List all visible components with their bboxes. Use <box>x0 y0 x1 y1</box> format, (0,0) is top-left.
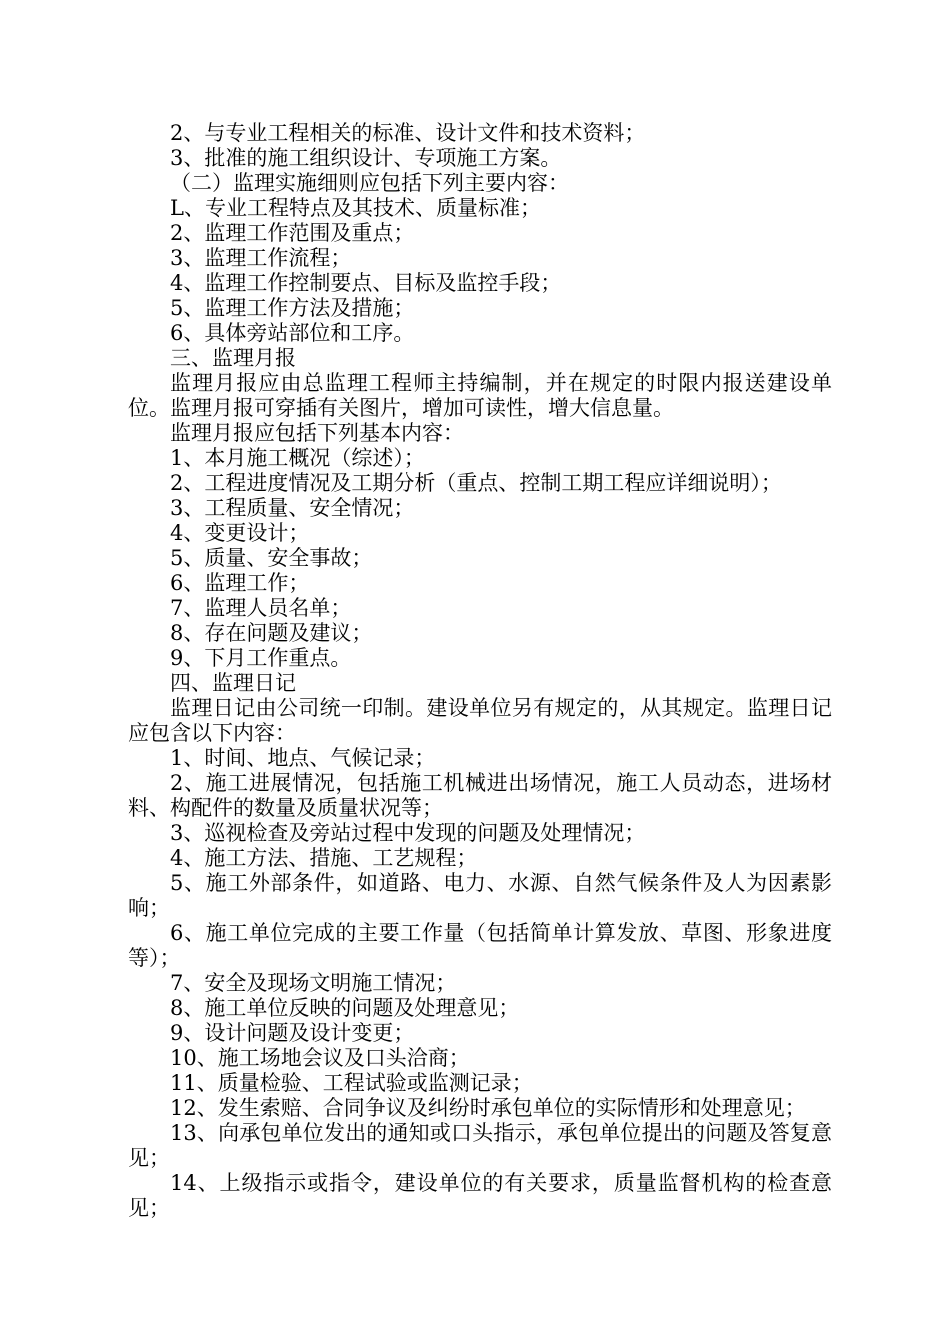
list-item: 5、监理工作方法及措施； <box>170 296 415 320</box>
list-item: 3、监理工作流程； <box>170 246 352 270</box>
list-item: 2、施工进展情况，包括施工机械进出场情况，施工人员动态，进场材料、构配件的数量及质量状况等； <box>128 771 832 820</box>
list-item: 7、安全及现场文明施工情况； <box>170 971 457 995</box>
list-item: 8、存在问题及建议； <box>170 621 373 645</box>
list-item: 1、本月施工概况（综述）； <box>170 446 425 470</box>
list-item: 7、监理人员名单； <box>170 596 352 620</box>
list-item: L、专业工程特点及其技术、质量标准； <box>170 196 541 220</box>
list-item: 6、具体旁站部位和工序。 <box>170 321 415 345</box>
list-item: 5、质量、安全事故； <box>170 546 373 570</box>
body-paragraph: 监理月报应包括下列基本内容： <box>170 421 464 445</box>
list-item: 4、施工方法、措施、工艺规程； <box>170 846 478 870</box>
list-item: 11、质量检验、工程试验或监测记录； <box>170 1071 533 1095</box>
body-paragraph: 监理月报应由总监理工程师主持编制，并在规定的时限内报送建设单位。监理月报可穿插有关图片，增加可读性，增大信息量。 <box>128 371 832 420</box>
list-item: 13、向承包单位发出的通知或口头指示，承包单位提出的问题及答复意见； <box>128 1121 832 1170</box>
list-item: 9、设计问题及设计变更； <box>170 1021 415 1045</box>
list-item: 14、上级指示或指令，建设单位的有关要求，质量监督机构的检查意见； <box>128 1171 832 1220</box>
list-item: 4、变更设计； <box>170 521 310 545</box>
subsection-heading: （二）监理实施细则应包括下列主要内容： <box>170 171 569 195</box>
section-heading: 三、监理月报 <box>170 346 296 370</box>
list-item: 4、监理工作控制要点、目标及监控手段； <box>170 271 562 295</box>
list-item: 6、监理工作； <box>170 571 310 595</box>
list-item: 2、工程进度情况及工期分析（重点、控制工期工程应详细说明）； <box>170 471 782 495</box>
list-item: 6、施工单位完成的主要工作量（包括简单计算发放、草图、形象进度等）； <box>128 921 832 970</box>
list-item: 3、巡视检查及旁站过程中发现的问题及处理情况； <box>170 821 646 845</box>
body-paragraph: 监理日记由公司统一印制。建设单位另有规定的，从其规定。监理日记应包含以下内容： <box>128 696 832 745</box>
list-item: 10、施工场地会议及口头洽商； <box>170 1046 470 1070</box>
list-item: 3、批准的施工组织设计、专项施工方案。 <box>170 146 562 170</box>
list-item: 5、施工外部条件，如道路、电力、水源、自然气候条件及人为因素影响； <box>128 871 832 920</box>
list-item: 2、与专业工程相关的标准、设计文件和技术资料； <box>170 121 646 145</box>
section-heading: 四、监理日记 <box>170 671 296 695</box>
list-item: 8、施工单位反映的问题及处理意见； <box>170 996 520 1020</box>
list-item: 3、工程质量、安全情况； <box>170 496 415 520</box>
list-item: 12、发生索赔、合同争议及纠纷时承包单位的实际情形和处理意见； <box>170 1096 806 1120</box>
document-body <box>128 121 832 1221</box>
list-item: 2、监理工作范围及重点； <box>170 221 415 245</box>
list-item: 9、下月工作重点。 <box>170 646 352 670</box>
list-item: 1、时间、地点、气候记录； <box>170 746 436 770</box>
